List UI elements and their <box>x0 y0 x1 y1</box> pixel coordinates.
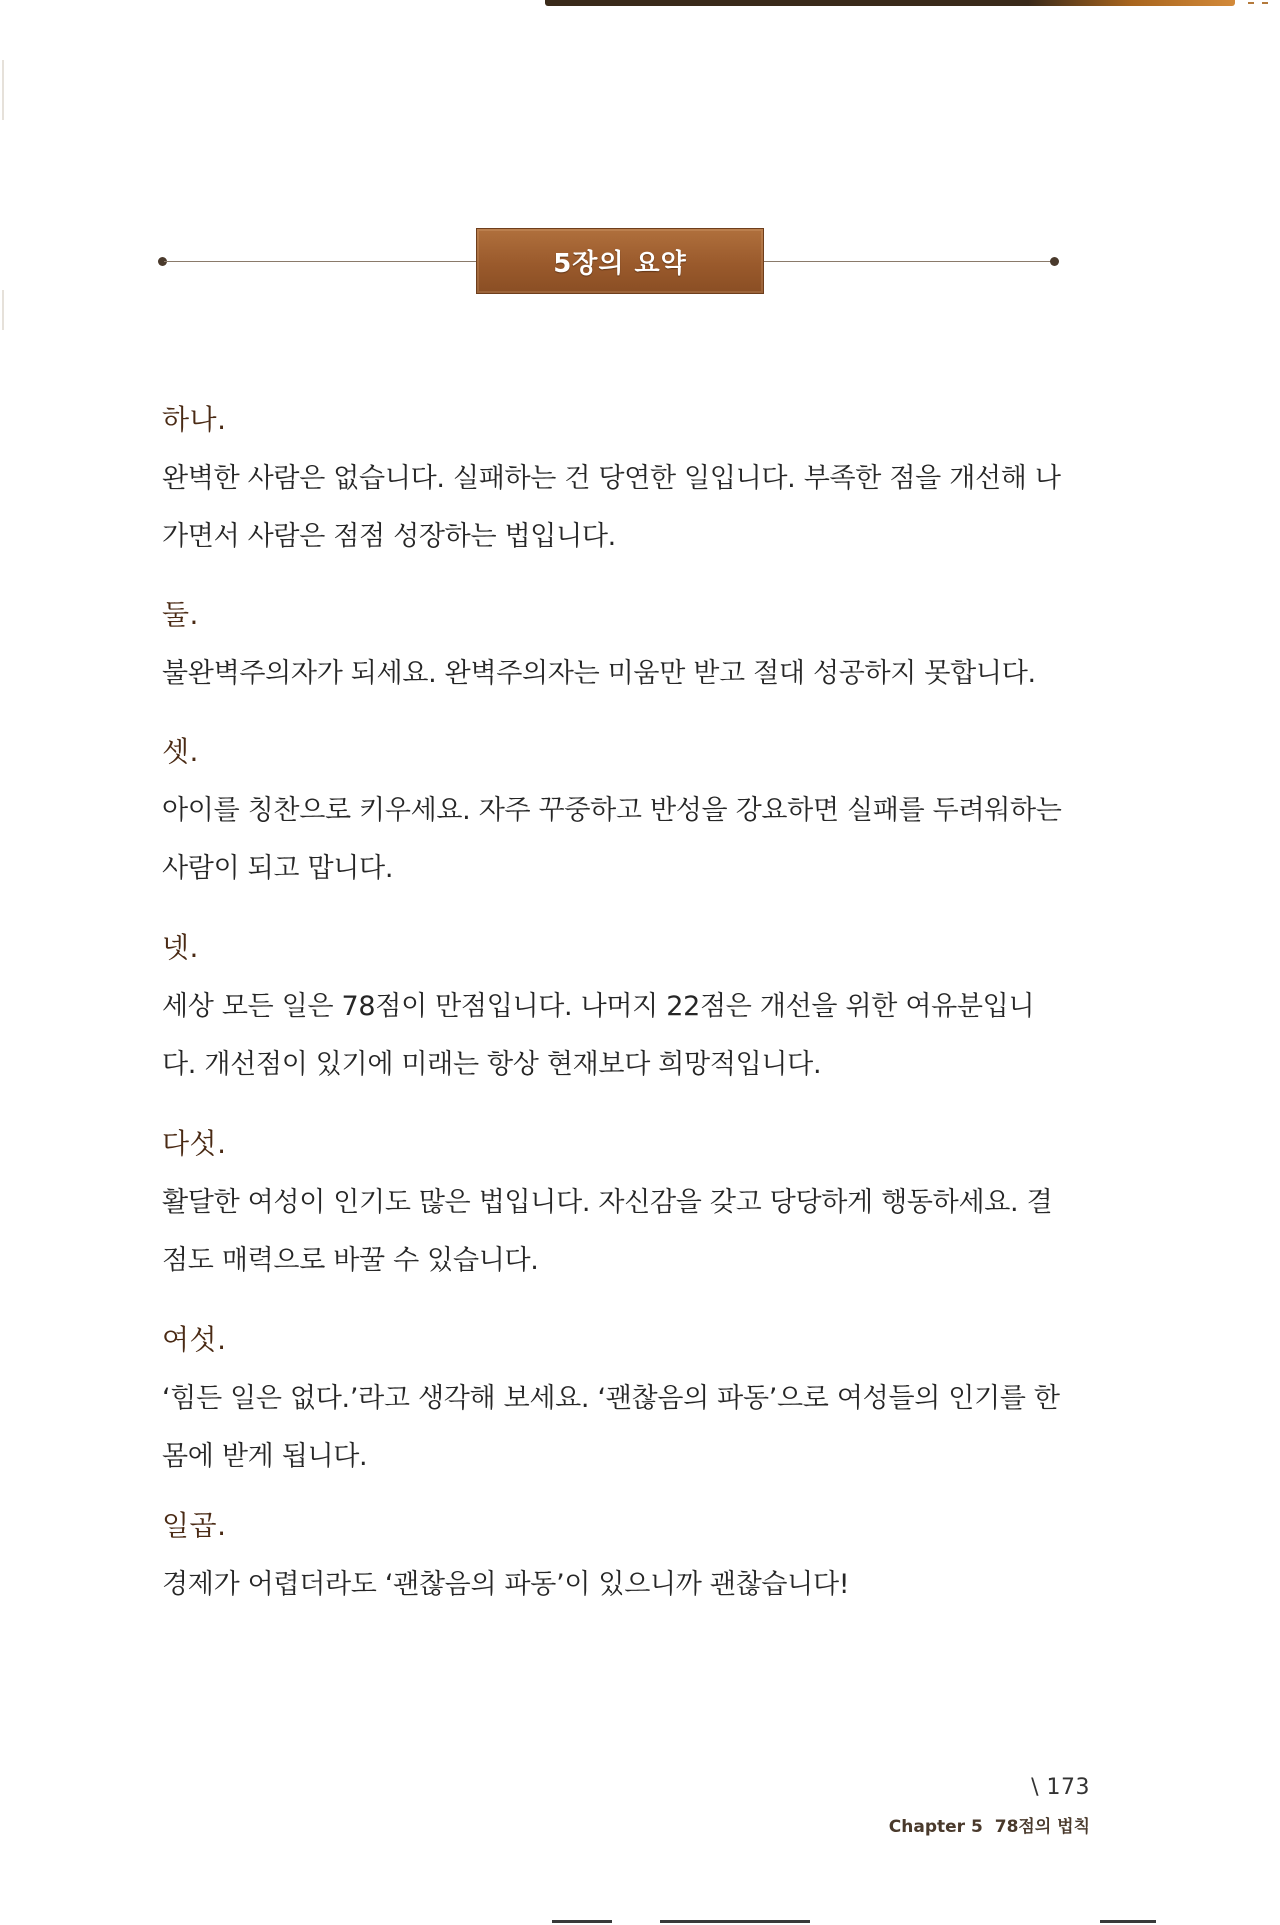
item-body: 완벽한 사람은 없습니다. 실패하는 건 당연한 일입니다. 부족한 점을 개선해 나가면서 사람은 점점 성장하는 법입니다. <box>162 463 1061 552</box>
item-heading: 셋. <box>162 735 199 768</box>
summary-title-box <box>476 228 764 294</box>
bottom-decorative-rule <box>660 1920 810 1923</box>
page-edge-mark <box>2 290 4 330</box>
summary-item <box>162 1504 1062 1614</box>
item-body: ‘힘든 일은 없다.’라고 생각해 보세요. ‘괜찮음의 파동’으로 여성들의 인기를 한몸에 받게 됩니다. <box>162 1383 1060 1472</box>
item-heading: 다섯. <box>162 1127 227 1160</box>
summary-item <box>162 730 1062 898</box>
top-decorative-dot <box>1262 2 1268 4</box>
running-footer <box>883 1812 1090 1837</box>
summary-item <box>162 926 1062 1094</box>
header-line-right <box>764 261 1054 262</box>
page-number: \ 173 <box>1031 1775 1090 1800</box>
item-heading: 여섯. <box>162 1323 227 1356</box>
item-heading: 일곱. <box>162 1509 227 1542</box>
summary-item <box>162 593 1062 703</box>
item-body: 경제가 어렵더라도 ‘괜찮음의 파동’이 있으니까 괜찮습니다! <box>162 1569 850 1600</box>
summary-item <box>162 1318 1062 1486</box>
item-heading: 둘. <box>162 598 199 631</box>
top-decorative-dot <box>1248 2 1254 4</box>
item-heading: 넷. <box>162 931 199 964</box>
header-dot-right <box>1050 257 1059 266</box>
item-body: 불완벽주의자가 되세요. 완벽주의자는 미움만 받고 절대 성공하지 못합니다. <box>162 658 1036 689</box>
summary-item <box>162 1122 1062 1290</box>
bottom-decorative-rule <box>552 1920 612 1923</box>
item-body: 활달한 여성이 인기도 많은 법입니다. 자신감을 갖고 당당하게 행동하세요. 결점도 매력으로 바꿀 수 있습니다. <box>162 1187 1053 1276</box>
summary-title: 5장의 요약 <box>553 248 687 279</box>
bottom-decorative-rule <box>1100 1920 1156 1923</box>
page-edge-mark <box>2 60 4 120</box>
item-body: 아이를 칭찬으로 키우세요. 자주 꾸중하고 반성을 강요하면 실패를 두려워하는 사람이 되고 맙니다. <box>162 795 1062 884</box>
header-line-left <box>164 261 484 262</box>
chapter-title: 78점의 법칙 <box>994 1817 1090 1837</box>
page-footer <box>883 1775 1090 1837</box>
item-heading: 하나. <box>162 403 227 436</box>
item-body: 세상 모든 일은 78점이 만점입니다. 나머지 22점은 개선을 위한 여유분입니다. 개선점이 있기에 미래는 항상 현재보다 희망적입니다. <box>162 991 1035 1080</box>
chapter-label: Chapter 5 <box>888 1817 983 1837</box>
summary-header <box>158 228 1060 296</box>
summary-item <box>162 398 1062 566</box>
top-decorative-rule <box>545 0 1235 6</box>
